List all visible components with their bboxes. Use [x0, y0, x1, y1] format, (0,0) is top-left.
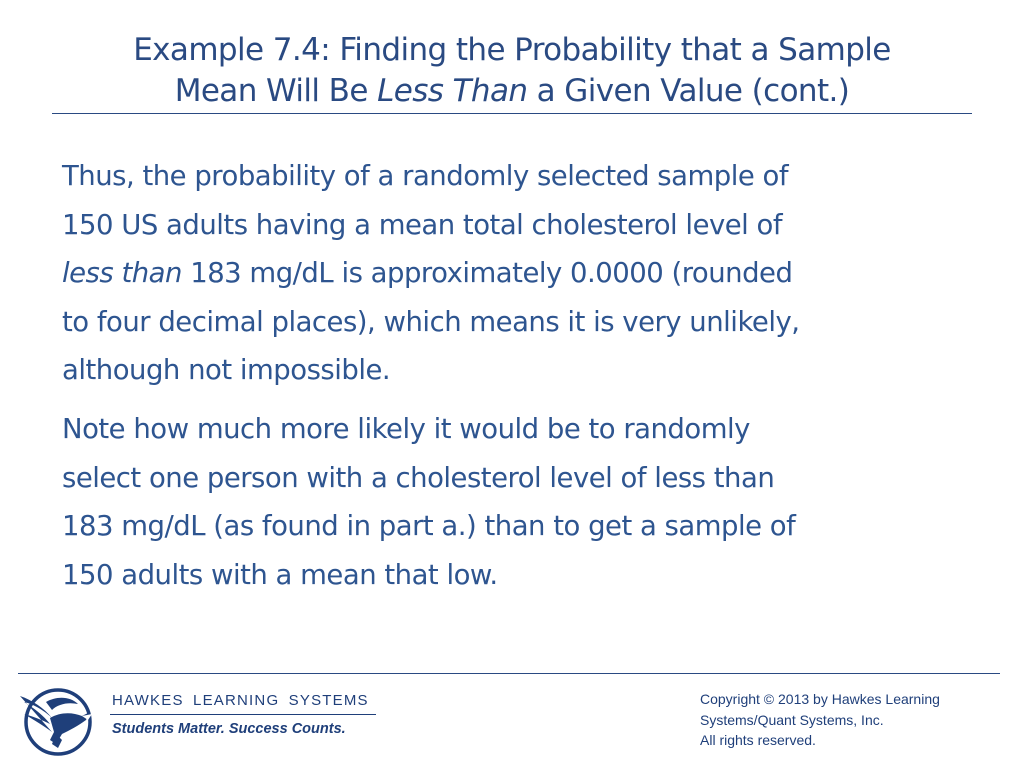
brand-underline [110, 714, 376, 715]
copyright-notice [700, 689, 940, 751]
paragraph-1-line-4: to four decimal places), which means it is very unlikely, [62, 305, 800, 338]
eagle-logo-icon [16, 682, 100, 762]
slide-body [62, 152, 962, 609]
paragraph-1-line-1: Thus, the probability of a randomly selected sample of [62, 160, 789, 192]
paragraph-1-line-2: 150 US adults having a mean total cholesterol level of [62, 208, 783, 241]
copyright-line-2: Systems/Quant Systems, Inc. [700, 711, 884, 728]
paragraph-2-line-1: Note how much more likely it would be to randomly [62, 412, 750, 445]
paragraph-2-line-2: select one person with a cholesterol level of less than [62, 461, 775, 494]
title-divider [52, 113, 972, 114]
copyright-line-3: All rights reserved. [700, 732, 816, 748]
slide-title [40, 30, 984, 112]
brand-tagline: Students Matter. Success Counts. [112, 721, 346, 737]
paragraph-2-line-3: 183 mg/dL (as found in part a.) than to get a sample of [62, 510, 796, 543]
copyright-line-1: Copyright © 2013 by Hawkes Learning [700, 691, 940, 707]
footer-divider [18, 673, 1000, 674]
paragraph-note [62, 405, 962, 599]
paragraph-1-line-3-rest: 183 mg/dL is approximately 0.0000 (rounded [181, 257, 793, 290]
paragraph-2-line-4: 150 adults with a mean that low. [62, 558, 498, 591]
paragraph-1-line-3 [62, 249, 962, 298]
title-line-1: Example 7.4: Finding the Probability that a Sample [133, 32, 891, 68]
paragraph-conclusion [62, 152, 962, 395]
brand-name: HAWKES LEARNING SYSTEMS [112, 692, 369, 709]
title-line-2-start: Mean Will Be [174, 73, 378, 109]
body-emphasis: less than [62, 257, 182, 290]
title-line-2 [40, 71, 984, 112]
paragraph-1-line-5: although not impossible. [62, 354, 391, 387]
title-emphasis: Less Than [377, 73, 528, 109]
title-line-2-end: a Given Value (cont.) [527, 73, 850, 109]
